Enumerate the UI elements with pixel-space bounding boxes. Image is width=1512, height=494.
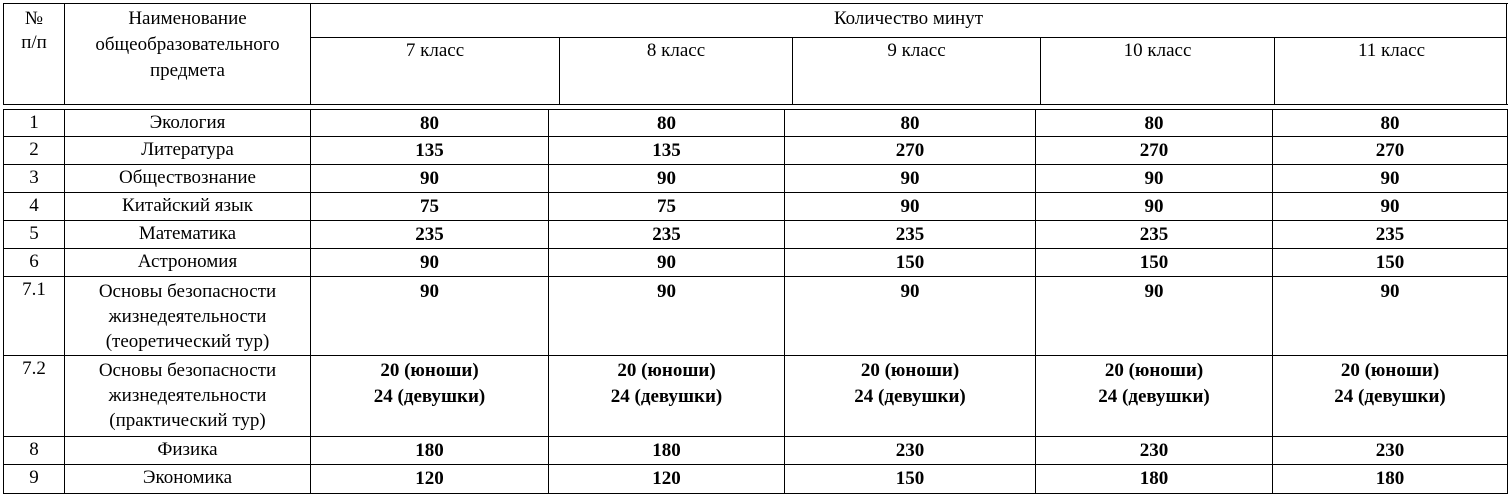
header-minutes-cell: Количество минут xyxy=(310,4,1507,37)
table-row xyxy=(3,137,1508,165)
row-value-grade-8: 20 (юноши) 24 (девушки) xyxy=(548,356,784,436)
header-grade-8: 8 класс xyxy=(559,38,792,104)
row-subject: Математика xyxy=(64,221,310,249)
row-num: 1 xyxy=(3,110,64,138)
table-row xyxy=(3,165,1508,193)
row-value-grade-8: 90 xyxy=(548,277,784,355)
row-value-grade-11: 90 xyxy=(1272,277,1508,355)
header-subject-cell: Наименование общеобразовательного предмета xyxy=(64,4,310,104)
row-value-grade-9: 20 (юноши) 24 (девушки) xyxy=(784,356,1035,436)
table-body xyxy=(3,109,1508,494)
row-value-grade-11: 180 xyxy=(1272,465,1508,493)
row-value-grade-11: 90 xyxy=(1272,193,1508,221)
row-value-grade-7: 90 xyxy=(310,165,548,193)
table-row xyxy=(3,193,1508,221)
row-subject: Обществознание xyxy=(64,165,310,193)
row-num: 7.2 xyxy=(3,356,64,436)
row-value-grade-10: 80 xyxy=(1035,110,1272,138)
row-value-grade-10: 150 xyxy=(1035,249,1272,277)
row-num: 4 xyxy=(3,193,64,221)
row-value-grade-8: 80 xyxy=(548,110,784,138)
table-row xyxy=(3,110,1508,137)
table-row xyxy=(3,465,1508,494)
row-value-grade-11: 270 xyxy=(1272,137,1508,165)
table-row xyxy=(3,221,1508,249)
row-value-grade-8: 180 xyxy=(548,437,784,465)
row-value-grade-7: 90 xyxy=(310,249,548,277)
row-value-grade-8: 120 xyxy=(548,465,784,493)
row-value-grade-7: 180 xyxy=(310,437,548,465)
row-num: 9 xyxy=(3,465,64,493)
row-value-grade-10: 20 (юноши) 24 (девушки) xyxy=(1035,356,1272,436)
header-grade-7: 7 класс xyxy=(405,40,465,61)
row-value-grade-11: 235 xyxy=(1272,221,1508,249)
row-value-grade-8: 90 xyxy=(548,165,784,193)
row-value-grade-8: 235 xyxy=(548,221,784,249)
row-value-grade-9: 150 xyxy=(784,249,1035,277)
row-value-grade-7: 135 xyxy=(310,137,548,165)
header-num-cell: № п/п xyxy=(3,4,64,104)
header-grade-10: 10 класс xyxy=(1040,38,1274,104)
row-value-grade-9: 230 xyxy=(784,437,1035,465)
row-value-grade-11: 20 (юноши) 24 (девушки) xyxy=(1272,356,1508,436)
table-row xyxy=(3,356,1508,437)
row-value-grade-7: 235 xyxy=(310,221,548,249)
row-value-grade-11: 80 xyxy=(1272,110,1508,138)
minutes-table xyxy=(3,3,1508,494)
row-value-grade-8: 75 xyxy=(548,193,784,221)
row-subject: Экономика xyxy=(64,465,310,493)
row-value-grade-9: 90 xyxy=(784,193,1035,221)
row-subject: Китайский язык xyxy=(64,193,310,221)
row-num: 2 xyxy=(3,137,64,165)
row-value-grade-7: 20 (юноши) 24 (девушки) xyxy=(310,356,548,436)
row-num: 6 xyxy=(3,249,64,277)
header-grades-row xyxy=(310,37,1507,104)
row-subject: Астрономия xyxy=(64,249,310,277)
row-subject: Литература xyxy=(64,137,310,165)
header-grade-9: 9 класс xyxy=(792,38,1040,104)
table-row xyxy=(3,437,1508,465)
row-num: 7.1 xyxy=(3,277,64,355)
row-num: 5 xyxy=(3,221,64,249)
row-value-grade-11: 150 xyxy=(1272,249,1508,277)
row-value-grade-7: 90 xyxy=(310,277,548,355)
row-value-grade-9: 270 xyxy=(784,137,1035,165)
row-value-grade-7: 75 xyxy=(310,193,548,221)
table-row xyxy=(3,277,1508,356)
header-grade-11: 11 класс xyxy=(1274,38,1508,104)
row-value-grade-9: 235 xyxy=(784,221,1035,249)
row-num: 3 xyxy=(3,165,64,193)
row-value-grade-9: 80 xyxy=(784,110,1035,138)
row-value-grade-10: 235 xyxy=(1035,221,1272,249)
row-value-grade-10: 90 xyxy=(1035,165,1272,193)
row-value-grade-9: 150 xyxy=(784,465,1035,493)
row-subject: Физика xyxy=(64,437,310,465)
row-subject: Основы безопасности жизнедеятельности (теоретический тур) xyxy=(64,277,310,355)
row-subject: Экология xyxy=(64,110,310,138)
row-value-grade-10: 90 xyxy=(1035,277,1272,355)
row-subject: Основы безопасности жизнедеятельности (практический тур) xyxy=(64,356,310,436)
row-value-grade-11: 90 xyxy=(1272,165,1508,193)
table-row xyxy=(3,249,1508,277)
row-value-grade-10: 230 xyxy=(1035,437,1272,465)
row-value-grade-10: 90 xyxy=(1035,193,1272,221)
row-value-grade-8: 135 xyxy=(548,137,784,165)
table-header xyxy=(3,3,1508,105)
row-value-grade-11: 230 xyxy=(1272,437,1508,465)
row-value-grade-10: 180 xyxy=(1035,465,1272,493)
row-value-grade-9: 90 xyxy=(784,165,1035,193)
row-value-grade-7: 120 xyxy=(310,465,548,493)
row-num: 8 xyxy=(3,437,64,465)
row-value-grade-8: 90 xyxy=(548,249,784,277)
row-value-grade-7: 80 xyxy=(310,110,548,138)
row-value-grade-10: 270 xyxy=(1035,137,1272,165)
row-value-grade-9: 90 xyxy=(784,277,1035,355)
